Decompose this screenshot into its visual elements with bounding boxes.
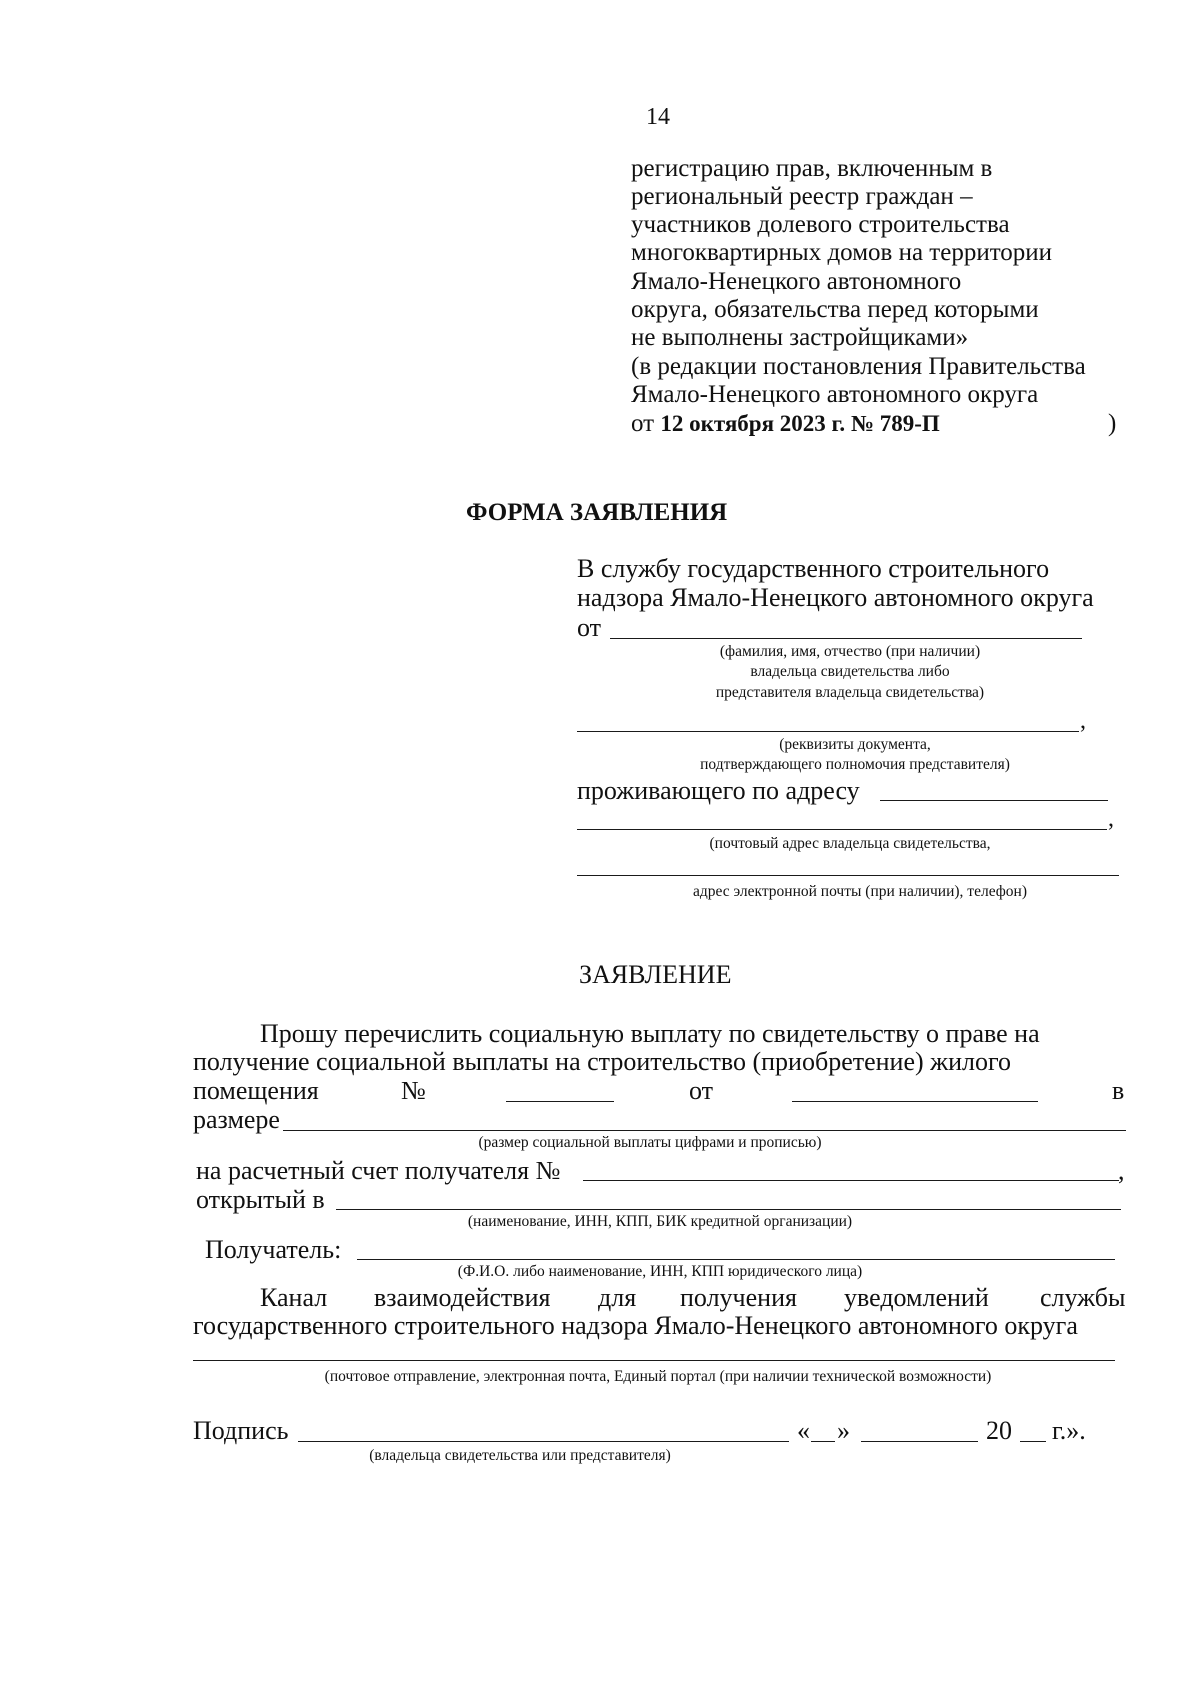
channel-word: Канал xyxy=(260,1283,328,1312)
appendix-line: участников долевого строительства xyxy=(631,211,1010,238)
appendix-line: округа, обязательства перед которыми xyxy=(631,296,1039,323)
address-caption: (почтовый адрес владельца свидетельства, xyxy=(709,835,991,852)
quote-close: » xyxy=(837,1416,850,1445)
year-field[interactable] xyxy=(1020,1441,1046,1442)
bank-caption: (наименование, ИНН, КПП, БИК кредитной организации) xyxy=(467,1213,853,1230)
in-word: в xyxy=(1112,1076,1125,1105)
amount-field[interactable] xyxy=(283,1130,1126,1131)
premises-word: помещения xyxy=(193,1076,319,1105)
appendix-line: Ямало-Ненецкого автономного xyxy=(631,268,962,295)
bank-field[interactable] xyxy=(336,1209,1121,1210)
authority-document-caption: (реквизиты документа, xyxy=(779,736,931,753)
body-line: получение социальной выплаты на строительство (приобретение) жилого xyxy=(193,1047,1012,1076)
amount-caption: (размер социальной выплаты цифрами и прописью) xyxy=(478,1134,822,1151)
from-label: от xyxy=(577,613,602,642)
amount-label: размере xyxy=(193,1105,280,1134)
appendix-date-line xyxy=(631,410,940,438)
contact-field[interactable] xyxy=(577,875,1119,876)
addressee-line: надзора Ямало-Ненецкого автономного округа xyxy=(577,583,1094,612)
resolution-date-number: 12 октября 2023 г. № 789-П xyxy=(660,411,940,436)
contact-caption: адрес электронной почты (при наличии), телефон) xyxy=(692,883,1028,900)
body-line: Прошу перечислить социальную выплату по свидетельству о праве на xyxy=(260,1019,1040,1048)
applicant-name-caption: представителя владельца свидетельства) xyxy=(715,684,985,701)
signature-field[interactable] xyxy=(298,1441,789,1442)
channel-word: для xyxy=(598,1283,637,1312)
quote-open: « xyxy=(797,1416,810,1445)
form-title: ФОРМА ЗАЯВЛЕНИЯ xyxy=(466,499,728,526)
authority-document-caption: подтверждающего полномочия представителя) xyxy=(700,756,1010,773)
year-prefix: 20 xyxy=(986,1416,1012,1445)
statement-title: ЗАЯВЛЕНИЕ xyxy=(579,960,732,989)
recipient-caption: (Ф.И.О. либо наименование, ИНН, КПП юридического лица) xyxy=(457,1263,863,1280)
appendix-line: региональный реестр граждан – xyxy=(631,183,973,210)
account-label: на расчетный счет получателя № xyxy=(196,1156,561,1185)
channel-word: взаимодействия xyxy=(374,1283,551,1312)
applicant-name-field[interactable] xyxy=(610,638,1082,639)
applicant-name-caption: владельца свидетельства либо xyxy=(750,663,950,680)
authority-document-field[interactable] xyxy=(577,731,1079,732)
from-word: от xyxy=(689,1076,714,1105)
closing-paren: ) xyxy=(1108,410,1117,437)
addressee-line: В службу государственного строительного xyxy=(577,554,1050,583)
page-number: 14 xyxy=(646,104,670,130)
comma: , xyxy=(1118,1156,1125,1185)
signature-label: Подпись xyxy=(193,1416,289,1445)
day-field[interactable] xyxy=(811,1441,835,1442)
comma: , xyxy=(1108,806,1114,832)
recipient-field[interactable] xyxy=(357,1259,1115,1260)
year-suffix: г.». xyxy=(1052,1416,1086,1445)
channel-word: получения xyxy=(680,1283,797,1312)
comma: , xyxy=(1080,708,1086,734)
channel-word: службы xyxy=(1040,1283,1126,1312)
channel-field[interactable] xyxy=(193,1360,1115,1361)
channel-caption: (почтовое отправление, электронная почта, Единый портал (при наличии технической возможности) xyxy=(324,1368,992,1385)
certificate-date-field[interactable] xyxy=(792,1101,1038,1102)
address-field-2[interactable] xyxy=(577,829,1107,830)
certificate-number-field[interactable] xyxy=(506,1101,614,1102)
channel-word: уведомлений xyxy=(844,1283,989,1312)
appendix-line: регистрацию прав, включенным в xyxy=(631,155,993,182)
recipient-label: Получатель: xyxy=(205,1235,342,1264)
number-sign: № xyxy=(401,1076,426,1105)
body-line: государственного строительного надзора Ямало-Ненецкого автономного округа xyxy=(193,1311,1078,1340)
account-number-field[interactable] xyxy=(583,1180,1119,1181)
from-prefix: от xyxy=(631,410,655,437)
appendix-line: не выполнены застройщиками» xyxy=(631,324,969,351)
signature-caption: (владельца свидетельства или представителя) xyxy=(369,1447,671,1464)
address-field[interactable] xyxy=(880,800,1108,801)
appendix-line: (в редакции постановления Правительства xyxy=(631,353,1086,380)
appendix-line: многоквартирных домов на территории xyxy=(631,239,1053,266)
applicant-name-caption: (фамилия, имя, отчество (при наличии) xyxy=(719,643,981,660)
residing-label: проживающего по адресу xyxy=(577,776,860,805)
month-field[interactable] xyxy=(861,1441,978,1442)
appendix-line: Ямало-Ненецкого автономного округа xyxy=(631,381,1039,408)
opened-label: открытый в xyxy=(196,1185,325,1214)
